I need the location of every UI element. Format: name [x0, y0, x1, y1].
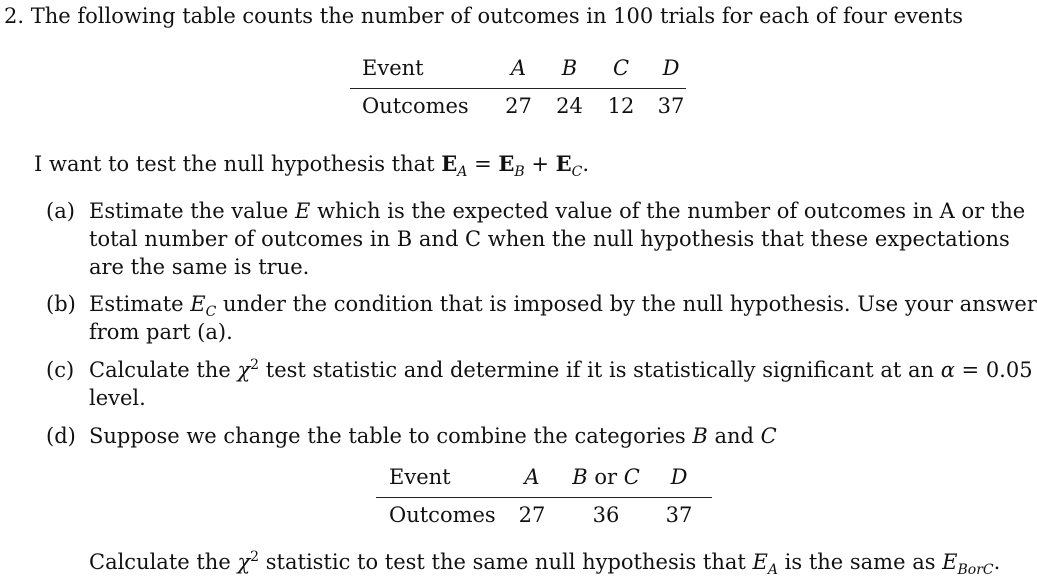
table2-outcome-row — [389, 496, 697, 534]
table2-outcome-b-or-c: 36 — [592, 503, 620, 527]
final-text: Calculate the — [89, 550, 238, 574]
part-a-text: Estimate the value — [89, 199, 296, 223]
subscript-b: B — [514, 164, 525, 181]
period: . — [993, 550, 1001, 574]
problem-intro-text: The following table counts the number of outcomes in 100 trials for each of four events — [30, 4, 964, 28]
expectation-symbol: E — [555, 151, 572, 176]
subscript-borc: BorC — [957, 562, 994, 579]
expectation-symbol: E — [498, 151, 515, 176]
table1-outcome-c: 12 — [607, 94, 635, 118]
part-a-line2: total number of outcomes in B and C when the null hypothesis that these expectations — [89, 227, 1010, 251]
final-text-cont2: is the same as — [777, 550, 943, 574]
part-d-line1 — [89, 422, 777, 450]
part-b-line1 — [89, 290, 1037, 321]
hypothesis-line — [34, 150, 590, 181]
outcomes-table-1 — [362, 49, 696, 125]
subscript-c: C — [205, 304, 217, 321]
part-c-text: Calculate the — [89, 358, 238, 382]
part-c-line1 — [89, 356, 1033, 384]
table2-event-b-or-c — [551, 458, 661, 496]
table1-outcome-row — [362, 87, 696, 125]
hypothesis-text: I want to test the null hypothesis that — [34, 152, 442, 176]
table2-rule — [376, 497, 712, 498]
alpha-value: = 0.05 — [954, 358, 1033, 382]
table2-event-a: A — [524, 465, 540, 489]
variable-b: B — [572, 465, 588, 489]
part-a-line3: are the same is true. — [89, 255, 310, 279]
equals-sign: = — [467, 152, 499, 176]
expectation-symbol: E — [441, 151, 458, 176]
table2-row-label: Outcomes — [389, 503, 496, 527]
variable-c: C — [623, 465, 640, 489]
table1-header-row — [362, 49, 696, 87]
alpha-symbol: α — [940, 358, 955, 382]
part-a-label: (a) — [46, 199, 75, 223]
part-c-text-cont: test statistic and determine if it is statistically significant at an — [259, 358, 941, 382]
problem-number: 2. — [4, 4, 25, 28]
variable-c: C — [760, 424, 777, 448]
final-text-cont: statistic to test the same null hypothesis that — [259, 550, 753, 574]
table1-rule — [350, 88, 686, 89]
table2-outcome-d: 37 — [665, 503, 693, 527]
subscript-c: C — [571, 164, 583, 181]
variable-e: E — [752, 550, 768, 574]
or-word: or — [587, 465, 624, 489]
table1-outcome-d: 37 — [657, 94, 685, 118]
part-b-text-cont: under the condition that is imposed by the null hypothesis. Use your answer — [216, 292, 1037, 316]
problem-intro — [4, 2, 963, 30]
table1-event-c: C — [612, 56, 630, 80]
table1-outcome-a: 27 — [505, 94, 532, 118]
table2-header-label: Event — [389, 465, 451, 489]
part-b-line2: from part (a). — [89, 320, 233, 344]
table1-event-a: A — [510, 56, 527, 80]
subscript-a: A — [457, 164, 468, 181]
variable-e: E — [295, 199, 311, 223]
table2-outcome-a: 27 — [518, 503, 546, 527]
part-b-text: Estimate — [89, 292, 191, 316]
variable-e: E — [190, 292, 206, 316]
table2-header-row — [389, 458, 697, 496]
part-b-label: (b) — [46, 292, 76, 316]
part-a-line1 — [89, 197, 1025, 225]
plus-sign: + — [524, 152, 556, 176]
table1-row-label: Outcomes — [362, 94, 469, 118]
part-c-label: (c) — [46, 358, 75, 382]
and-word: and — [707, 424, 761, 448]
period: . — [582, 152, 590, 176]
final-question — [89, 548, 1001, 579]
table1-header-label: Event — [362, 56, 424, 80]
table1-event-b: B — [561, 56, 578, 80]
variable-e: E — [942, 550, 958, 574]
superscript-2: 2 — [250, 549, 260, 565]
table1-outcome-b: 24 — [556, 94, 583, 118]
table1-event-d: D — [662, 56, 680, 80]
part-d-label: (d) — [46, 424, 76, 448]
part-c-line2: level. — [89, 386, 146, 410]
superscript-2: 2 — [250, 357, 260, 373]
part-a-text-cont: which is the expected value of the number of outcomes in A or the — [310, 199, 1026, 223]
subscript-a: A — [767, 562, 778, 579]
variable-b: B — [692, 424, 708, 448]
table2-event-d: D — [670, 465, 688, 489]
part-d-text: Suppose we change the table to combine the categories — [89, 424, 693, 448]
chi-symbol: χ — [237, 550, 251, 574]
chi-symbol: χ — [237, 358, 251, 382]
outcomes-table-2 — [389, 458, 697, 534]
